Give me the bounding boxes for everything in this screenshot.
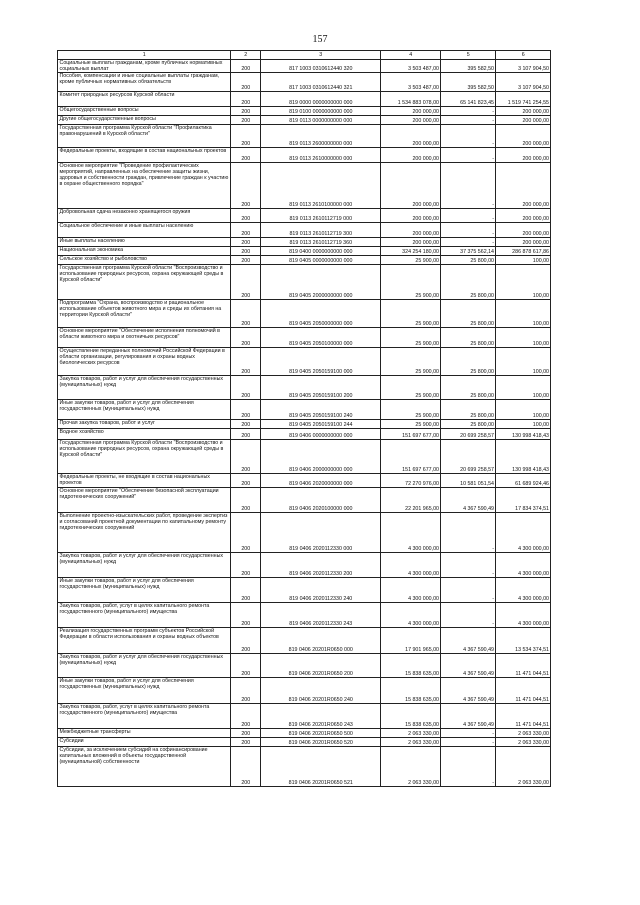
amount-cell: 200 000,00 (381, 125, 441, 148)
kbk-cell: 819 0000 0000000000 000 (261, 92, 381, 107)
code-cell: 200 (231, 247, 261, 256)
amount-cell: 25 900,00 (381, 420, 441, 429)
amount-cell: 2 063 330,00 (381, 747, 441, 787)
table-row (58, 704, 551, 729)
amount-cell: 4 300 000,00 (496, 553, 551, 578)
column-header: 2 (231, 51, 261, 60)
amount-cell: 25 800,00 (441, 300, 496, 328)
name-cell: Иные закупки товаров, работ и услуг для обеспечения государственных (муниципальных) нужд (58, 578, 231, 603)
amount-cell: 200 000,00 (381, 209, 441, 223)
kbk-cell: 819 0406 20201R0650 500 (261, 729, 381, 738)
amount-cell: - (441, 603, 496, 628)
name-cell: Основное мероприятие "Обеспечение исполнения полномочий в области животного мира и охотничьих ресурсов" (58, 328, 231, 348)
code-cell: 200 (231, 738, 261, 747)
table-row (58, 729, 551, 738)
code-cell: 200 (231, 256, 261, 265)
amount-cell: 25 900,00 (381, 265, 441, 300)
table-row (58, 125, 551, 148)
table-row (58, 513, 551, 553)
kbk-cell: 819 0406 2020100000 000 (261, 488, 381, 513)
amount-cell: 10 581 051,54 (441, 474, 496, 488)
amount-cell: 200 000,00 (496, 209, 551, 223)
kbk-cell: 819 0113 2610112719 000 (261, 209, 381, 223)
table-row (58, 265, 551, 300)
code-cell: 200 (231, 116, 261, 125)
table-row (58, 163, 551, 209)
kbk-cell: 819 0405 2050159100 244 (261, 420, 381, 429)
name-cell: Основное мероприятие "Проведение профилактических мероприятий, направленных на обеспечение защиты жизни, здоровья и собственности граждан, привлечение граждан к участию в охране общественного порядка" (58, 163, 231, 209)
amount-cell: 200 000,00 (381, 238, 441, 247)
code-cell: 200 (231, 420, 261, 429)
amount-cell: 1 534 883 078,00 (381, 92, 441, 107)
code-cell: 200 (231, 92, 261, 107)
amount-cell: 324 254 180,00 (381, 247, 441, 256)
amount-cell: 151 697 677,00 (381, 429, 441, 440)
kbk-cell: 819 0406 2000000000 000 (261, 440, 381, 474)
amount-cell: 13 534 374,51 (496, 628, 551, 654)
code-cell: 200 (231, 300, 261, 328)
amount-cell: - (441, 163, 496, 209)
amount-cell: 3 107 904,50 (496, 73, 551, 92)
amount-cell: 25 800,00 (441, 348, 496, 376)
name-cell: Добровольная сдача незаконно хранящегося оружия (58, 209, 231, 223)
amount-cell: 25 800,00 (441, 376, 496, 400)
code-cell: 200 (231, 238, 261, 247)
amount-cell: 4 367 590,49 (441, 488, 496, 513)
amount-cell: 25 800,00 (441, 328, 496, 348)
column-header: 6 (496, 51, 551, 60)
amount-cell: 395 582,50 (441, 60, 496, 73)
table-row (58, 420, 551, 429)
kbk-cell: 819 0406 20201R0650 200 (261, 654, 381, 678)
column-header: 1 (58, 51, 231, 60)
name-cell: Пособия, компенсации и иные социальные выплаты гражданам, кроме публичных нормативных обязательств (58, 73, 231, 92)
amount-cell: 4 300 000,00 (381, 603, 441, 628)
table-row (58, 92, 551, 107)
kbk-cell: 819 0406 20201R0650 240 (261, 678, 381, 704)
table-header-row (58, 51, 551, 60)
code-cell: 200 (231, 729, 261, 738)
amount-cell: - (441, 148, 496, 163)
amount-cell: 130 998 418,43 (496, 429, 551, 440)
amount-cell: 200 000,00 (381, 107, 441, 116)
kbk-cell: 819 0113 2610000000 000 (261, 148, 381, 163)
amount-cell: 200 000,00 (381, 223, 441, 238)
code-cell: 200 (231, 603, 261, 628)
code-cell: 200 (231, 578, 261, 603)
table-row (58, 73, 551, 92)
amount-cell: 4 367 590,49 (441, 654, 496, 678)
table-row (58, 440, 551, 474)
amount-cell: - (441, 513, 496, 553)
code-cell: 200 (231, 73, 261, 92)
amount-cell: 25 800,00 (441, 265, 496, 300)
amount-cell: 100,00 (496, 328, 551, 348)
name-cell: Комитет природных ресурсов Курской области (58, 92, 231, 107)
code-cell: 200 (231, 704, 261, 729)
name-cell: Государственная программа Курской области "Воспроизводство и использование природных ресурсов, охрана окружающей среды в Курской области" (58, 440, 231, 474)
kbk-cell: 819 0406 0000000000 000 (261, 429, 381, 440)
kbk-cell: 819 0113 2610112719 360 (261, 238, 381, 247)
amount-cell: 25 900,00 (381, 256, 441, 265)
amount-cell: 200 000,00 (381, 148, 441, 163)
amount-cell: 65 141 823,45 (441, 92, 496, 107)
kbk-cell: 819 0405 2050159100 000 (261, 348, 381, 376)
table-row (58, 429, 551, 440)
code-cell: 200 (231, 654, 261, 678)
amount-cell: 72 270 976,00 (381, 474, 441, 488)
amount-cell: 1 519 741 254,55 (496, 92, 551, 107)
kbk-cell: 819 0406 20201R0650 520 (261, 738, 381, 747)
table-row (58, 400, 551, 420)
code-cell: 200 (231, 678, 261, 704)
kbk-cell: 819 0406 2020112330 200 (261, 553, 381, 578)
amount-cell: 2 063 330,00 (381, 729, 441, 738)
amount-cell: 3 107 904,50 (496, 60, 551, 73)
amount-cell: 25 900,00 (381, 376, 441, 400)
name-cell: Государственная программа Курской области "Воспроизводство и использование природных ресурсов, охрана окружающей среды в Курской области" (58, 265, 231, 300)
name-cell: Закупка товаров, работ и услуг для обеспечения государственных (муниципальных) нужд (58, 376, 231, 400)
amount-cell: 25 800,00 (441, 256, 496, 265)
table-row (58, 474, 551, 488)
name-cell: Субсидии (58, 738, 231, 747)
kbk-cell: 819 0405 0000000000 000 (261, 256, 381, 265)
amount-cell: 2 063 330,00 (496, 747, 551, 787)
code-cell: 200 (231, 163, 261, 209)
amount-cell: - (441, 238, 496, 247)
page-number: 157 (312, 34, 328, 45)
table-row (58, 148, 551, 163)
table-row (58, 738, 551, 747)
name-cell: Закупка товаров, работ и услуг для обеспечения государственных (муниципальных) нужд (58, 553, 231, 578)
name-cell: Общегосударственные вопросы (58, 107, 231, 116)
amount-cell: 61 689 924,46 (496, 474, 551, 488)
scan-dot: . (98, 44, 101, 53)
name-cell: Прочая закупка товаров, работ и услуг (58, 420, 231, 429)
name-cell: Социальные выплаты гражданам, кроме публичных нормативных социальных выплат (58, 60, 231, 73)
table-row (58, 116, 551, 125)
kbk-cell: 819 0113 0000000000 000 (261, 116, 381, 125)
amount-cell: - (441, 223, 496, 238)
code-cell: 200 (231, 376, 261, 400)
kbk-cell: 819 0406 2020000000 000 (261, 474, 381, 488)
amount-cell: - (441, 107, 496, 116)
name-cell: Основное мероприятие "Обеспечение безопасной эксплуатации гидротехнических сооружений" (58, 488, 231, 513)
kbk-cell: 819 0405 2050159100 200 (261, 376, 381, 400)
amount-cell: 4 367 590,49 (441, 678, 496, 704)
amount-cell: 4 300 000,00 (381, 513, 441, 553)
code-cell: 200 (231, 60, 261, 73)
table-row (58, 654, 551, 678)
name-cell: Государственная программа Курской области "Профилактика правонарушений в Курской области" (58, 125, 231, 148)
amount-cell: 200 000,00 (496, 125, 551, 148)
column-header: 3 (261, 51, 381, 60)
kbk-cell: 819 0406 20201R0650 243 (261, 704, 381, 729)
kbk-cell: 819 0406 2020112330 243 (261, 603, 381, 628)
name-cell: Иные выплаты населению (58, 238, 231, 247)
name-cell: Социальное обеспечение и иные выплаты населению (58, 223, 231, 238)
code-cell: 200 (231, 265, 261, 300)
code-cell: 200 (231, 348, 261, 376)
name-cell: Иные закупки товаров, работ и услуг для обеспечения государственных (муниципальных) нужд (58, 400, 231, 420)
amount-cell: 4 300 000,00 (496, 578, 551, 603)
amount-cell: 15 838 635,00 (381, 654, 441, 678)
table-row (58, 223, 551, 238)
amount-cell: 4 367 590,49 (441, 704, 496, 729)
amount-cell: 151 697 677,00 (381, 440, 441, 474)
code-cell: 200 (231, 400, 261, 420)
code-cell: 200 (231, 474, 261, 488)
name-cell: Выполнение проектно-изыскательских работ, проведение экспертиз и согласований проектной документации по капитальному ремонту гидротехнических сооружений (58, 513, 231, 553)
name-cell: Национальная экономика (58, 247, 231, 256)
amount-cell: 25 800,00 (441, 420, 496, 429)
table-row (58, 107, 551, 116)
amount-cell: 15 838 635,00 (381, 678, 441, 704)
amount-cell: 22 201 965,00 (381, 488, 441, 513)
amount-cell: 3 503 487,00 (381, 60, 441, 73)
amount-cell: 100,00 (496, 400, 551, 420)
code-cell: 200 (231, 747, 261, 787)
amount-cell: 11 471 044,51 (496, 654, 551, 678)
amount-cell: 200 000,00 (381, 163, 441, 209)
kbk-cell: 817 1003 0310612440 320 (261, 60, 381, 73)
code-cell: 200 (231, 513, 261, 553)
name-cell: Закупка товаров, работ, услуг в целях капитального ремонта государственного (муниципального) имущества (58, 704, 231, 729)
name-cell: Закупка товаров, работ, услуг в целях капитального ремонта государственного (муниципального) имущества (58, 603, 231, 628)
code-cell: 200 (231, 553, 261, 578)
table-row (58, 747, 551, 787)
kbk-cell: 819 0406 2020112330 000 (261, 513, 381, 553)
amount-cell: 100,00 (496, 300, 551, 328)
table-row (58, 603, 551, 628)
amount-cell: - (441, 125, 496, 148)
code-cell: 200 (231, 440, 261, 474)
name-cell: Сельское хозяйство и рыболовство (58, 256, 231, 265)
amount-cell: 200 000,00 (381, 116, 441, 125)
amount-cell: 25 800,00 (441, 400, 496, 420)
amount-cell: - (441, 738, 496, 747)
amount-cell: - (441, 209, 496, 223)
amount-cell: 286 878 617,86 (496, 247, 551, 256)
amount-cell: 25 900,00 (381, 400, 441, 420)
amount-cell: 3 503 487,00 (381, 73, 441, 92)
code-cell: 200 (231, 148, 261, 163)
amount-cell: 11 471 044,51 (496, 678, 551, 704)
amount-cell: 100,00 (496, 265, 551, 300)
kbk-cell: 819 0406 2020112330 240 (261, 578, 381, 603)
amount-cell: 17 901 965,00 (381, 628, 441, 654)
amount-cell: 37 375 562,14 (441, 247, 496, 256)
amount-cell: 200 000,00 (496, 163, 551, 209)
name-cell: Подпрограмма "Охрана, воспроизводство и рациональное использование объектов животного мира и среды их обитания на территории Курской области" (58, 300, 231, 328)
amount-cell: 130 998 418,43 (496, 440, 551, 474)
name-cell: Закупка товаров, работ и услуг для обеспечения государственных (муниципальных) нужд (58, 654, 231, 678)
table-row (58, 256, 551, 265)
amount-cell: 15 838 635,00 (381, 704, 441, 729)
table-row (58, 300, 551, 328)
table-row (58, 238, 551, 247)
amount-cell: 200 000,00 (496, 238, 551, 247)
amount-cell: 2 063 330,00 (381, 738, 441, 747)
amount-cell: 4 300 000,00 (381, 553, 441, 578)
name-cell: Иные закупки товаров, работ и услуг для обеспечения государственных (муниципальных) нужд (58, 678, 231, 704)
amount-cell: 20 699 258,57 (441, 440, 496, 474)
amount-cell: - (441, 747, 496, 787)
table-row (58, 628, 551, 654)
amount-cell: 2 063 330,00 (496, 738, 551, 747)
kbk-cell: 819 0405 2050159100 240 (261, 400, 381, 420)
amount-cell: 200 000,00 (496, 107, 551, 116)
budget-table-body (58, 51, 551, 787)
kbk-cell: 817 1003 0310612440 321 (261, 73, 381, 92)
name-cell: Федеральные проекты, входящие в состав национальных проектов (58, 148, 231, 163)
amount-cell: 20 699 258,57 (441, 429, 496, 440)
name-cell: Субсидии, за исключением субсидий на софинансирование капитальных вложений в объекты государственной (муниципальной) собственности (58, 747, 231, 787)
table-row (58, 328, 551, 348)
amount-cell: - (441, 729, 496, 738)
amount-cell: 2 063 330,00 (496, 729, 551, 738)
amount-cell: 25 900,00 (381, 300, 441, 328)
amount-cell: 11 471 044,51 (496, 704, 551, 729)
code-cell: 200 (231, 209, 261, 223)
code-cell: 200 (231, 107, 261, 116)
kbk-cell: 819 0406 20201R0650 000 (261, 628, 381, 654)
kbk-cell: 819 0113 2610100000 000 (261, 163, 381, 209)
table-row (58, 553, 551, 578)
amount-cell: - (441, 578, 496, 603)
kbk-cell: 819 0405 2050000000 000 (261, 300, 381, 328)
amount-cell: 100,00 (496, 256, 551, 265)
kbk-cell: 819 0400 0000000000 000 (261, 247, 381, 256)
amount-cell: - (441, 553, 496, 578)
table-row (58, 376, 551, 400)
amount-cell: 100,00 (496, 348, 551, 376)
amount-cell: 17 834 374,51 (496, 488, 551, 513)
code-cell: 200 (231, 488, 261, 513)
name-cell: Осуществление переданных полномочий Российской Федерации в области организации, регулирования и охраны водных биологических ресурсов (58, 348, 231, 376)
name-cell: Реализация государственных программ субъектов Российской Федерации в области использования и охраны водных объектов (58, 628, 231, 654)
amount-cell: 25 900,00 (381, 328, 441, 348)
table-row (58, 348, 551, 376)
kbk-cell: 819 0113 2600000000 000 (261, 125, 381, 148)
amount-cell: 4 300 000,00 (381, 578, 441, 603)
code-cell: 200 (231, 429, 261, 440)
code-cell: 200 (231, 328, 261, 348)
amount-cell: 4 300 000,00 (496, 513, 551, 553)
amount-cell: 4 300 000,00 (496, 603, 551, 628)
table-row (58, 60, 551, 73)
table-row (58, 488, 551, 513)
name-cell: Федеральные проекты, не входящие в состав национальных проектов (58, 474, 231, 488)
budget-table (57, 50, 551, 787)
table-row (58, 678, 551, 704)
column-header: 5 (441, 51, 496, 60)
kbk-cell: 819 0100 0000000000 000 (261, 107, 381, 116)
name-cell: Межбюджетные трансферты (58, 729, 231, 738)
amount-cell: 100,00 (496, 376, 551, 400)
scan-dot: . (122, 44, 125, 53)
table-row (58, 247, 551, 256)
kbk-cell: 819 0406 20201R0650 521 (261, 747, 381, 787)
name-cell: Водное хозяйство (58, 429, 231, 440)
column-header: 4 (381, 51, 441, 60)
table-row (58, 209, 551, 223)
code-cell: 200 (231, 628, 261, 654)
amount-cell: 25 900,00 (381, 348, 441, 376)
amount-cell: 200 000,00 (496, 223, 551, 238)
name-cell: Другие общегосударственные вопросы (58, 116, 231, 125)
code-cell: 200 (231, 125, 261, 148)
amount-cell: 200 000,00 (496, 116, 551, 125)
amount-cell: 395 582,50 (441, 73, 496, 92)
amount-cell: 4 367 590,49 (441, 628, 496, 654)
amount-cell: - (441, 116, 496, 125)
code-cell: 200 (231, 223, 261, 238)
amount-cell: 200 000,00 (496, 148, 551, 163)
kbk-cell: 819 0405 2000000000 000 (261, 265, 381, 300)
kbk-cell: 819 0405 2050100000 000 (261, 328, 381, 348)
kbk-cell: 819 0113 2610112719 300 (261, 223, 381, 238)
amount-cell: 100,00 (496, 420, 551, 429)
table-row (58, 578, 551, 603)
